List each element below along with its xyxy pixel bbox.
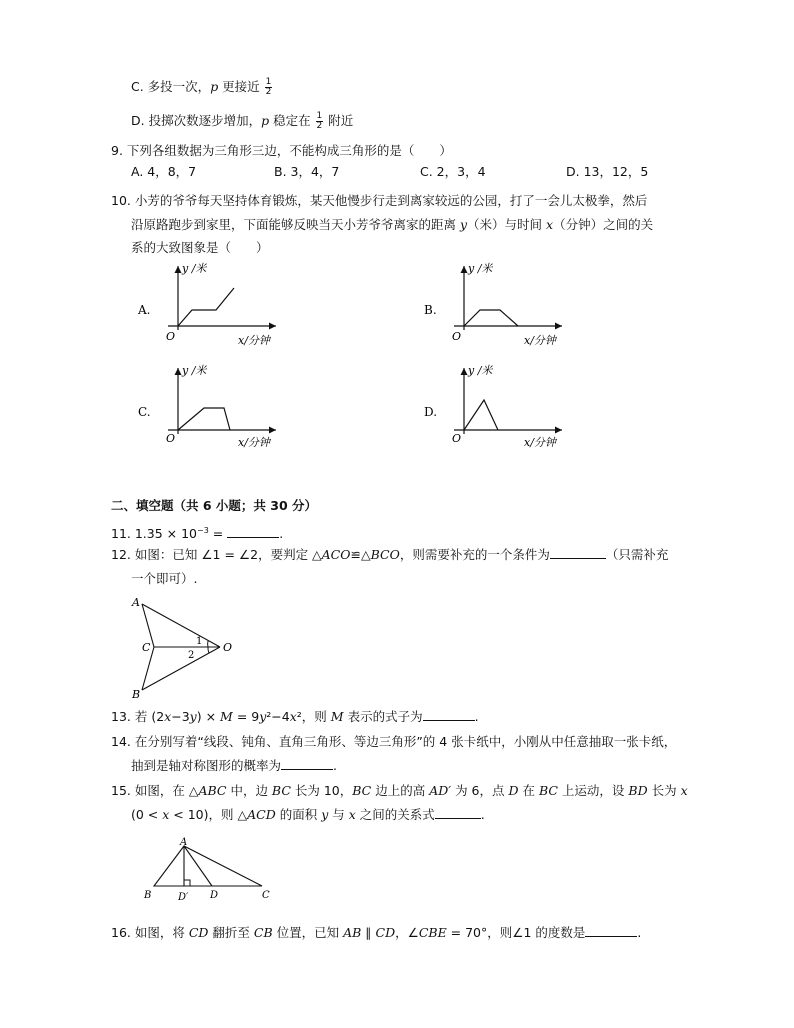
q12-label-o: O	[223, 641, 233, 654]
q10-line1: 10. 小芳的爷爷每天坚持体育锻炼，某天他慢步行走到离家较远的公园，打了一会儿太极拳，然后	[111, 193, 648, 208]
graph-c-curve	[178, 408, 230, 430]
graph-d-curve	[464, 400, 498, 430]
q14-line1: 14. 在分别写着“线段、钝角、直角三角形、等边三角形”的 4 张卡纸中，小刚从中任意抽取一张卡纸，	[111, 734, 677, 749]
q12-line1: 12. 如图：已知 ∠1 = ∠2，要判定 △ACO≌△BCO，则需要补充的一个条件为 （只需补充	[111, 547, 669, 562]
answer-blank[interactable]	[585, 924, 637, 937]
graph-d-xlabel: x/分钟	[524, 436, 556, 449]
q12-figure	[124, 592, 244, 702]
graph-a	[130, 258, 290, 354]
graph-d-origin: O	[452, 432, 462, 445]
graph-c-label: C.	[138, 405, 151, 419]
graph-a-label: A.	[138, 303, 151, 317]
q14-line2: 抽到是轴对称图形的概率为 .	[131, 758, 337, 773]
fraction-half: $\frac{1}{2}$	[265, 77, 272, 97]
graph-d-label: D.	[424, 405, 438, 419]
q15-figure	[140, 836, 280, 904]
graph-b-label: B.	[424, 303, 437, 317]
q12-label-a: A	[132, 596, 140, 609]
answer-blank[interactable]	[281, 757, 333, 770]
graph-a-origin: O	[166, 330, 176, 343]
graph-c	[130, 358, 290, 454]
q12-label-c: C	[142, 641, 151, 654]
q9-stem: 9. 下列各组数据为三角形三边，不能构成三角形的是（ ）	[111, 143, 452, 158]
q11: 11. $1.35 \times 10^{-3}$ = .	[111, 526, 284, 542]
answer-blank[interactable]	[550, 546, 606, 559]
graph-b-curve	[464, 310, 518, 326]
q9-option-b: B. 3，4，7	[274, 164, 340, 179]
graph-d-ylabel: y /米	[468, 364, 493, 377]
q15-label-c: C	[262, 890, 270, 901]
graph-b-ylabel: y /米	[468, 262, 493, 275]
graph-b-xlabel: x/分钟	[524, 334, 556, 347]
q15-label-a: A	[180, 837, 188, 848]
q12-label-b: B	[132, 688, 141, 701]
q10-line2: 沿原路跑步到家里，下面能够反映当天小芳爷爷离家的距离 y（米）与时间 x（分钟）之间的关	[131, 217, 654, 232]
q9-option-a: A. 4，8，7	[131, 164, 197, 179]
answer-blank[interactable]	[227, 525, 279, 538]
q8-option-c: C. 多投一次，p 更接近 $\frac{1}{2}$	[131, 77, 272, 97]
graph-c-ylabel: y /米	[182, 364, 207, 377]
q10-line3: 系的大致图象是（ ）	[131, 240, 269, 255]
q12-angle-1: 1	[196, 636, 203, 647]
q9-option-c: C. 2，3，4	[420, 164, 486, 179]
q16: 16. 如图，将 CD 翻折至 CB 位置，已知 AB ∥ CD，∠CBE = 70°，则∠1 的度数是 .	[111, 925, 642, 940]
answer-blank[interactable]	[435, 806, 481, 819]
graph-a-ylabel: y /米	[182, 262, 207, 275]
section-title: 二、填空题（共 6 小题；共 30 分）	[111, 498, 318, 513]
q13: 13. 若 (2x−3y) × M = 9y²−4x²，则 M 表示的式子为 .	[111, 709, 479, 724]
fraction-half: $\frac{1}{2}$	[316, 111, 323, 131]
q9-option-d: D. 13，12，5	[566, 164, 649, 179]
graph-c-origin: O	[166, 432, 176, 445]
graph-b	[416, 258, 576, 354]
q15-line2: (0 < x < 10)，则 △ACD 的面积 y 与 x 之间的关系式 .	[131, 807, 485, 822]
graph-c-xlabel: x/分钟	[238, 436, 270, 449]
q12-line2: 一个即可）.	[131, 571, 198, 586]
graph-d	[416, 358, 576, 454]
answer-blank[interactable]	[423, 708, 475, 721]
q15-line1: 15. 如图，在 △ABC 中，边 BC 长为 10，BC 边上的高 AD′ 为 6，点 D 在 BC 上运动，设 BD 长为 x	[111, 783, 688, 798]
q15-label-d: D	[210, 890, 219, 901]
graph-b-origin: O	[452, 330, 462, 343]
q8-option-d: D. 投掷次数逐步增加，p 稳定在 $\frac{1}{2}$ 附近	[131, 111, 354, 131]
graph-a-xlabel: x/分钟	[238, 334, 270, 347]
q12-angle-2: 2	[188, 650, 195, 661]
q15-label-b: B	[144, 890, 152, 901]
q15-label-d1: D′	[178, 892, 189, 903]
graph-a-curve	[178, 288, 234, 326]
